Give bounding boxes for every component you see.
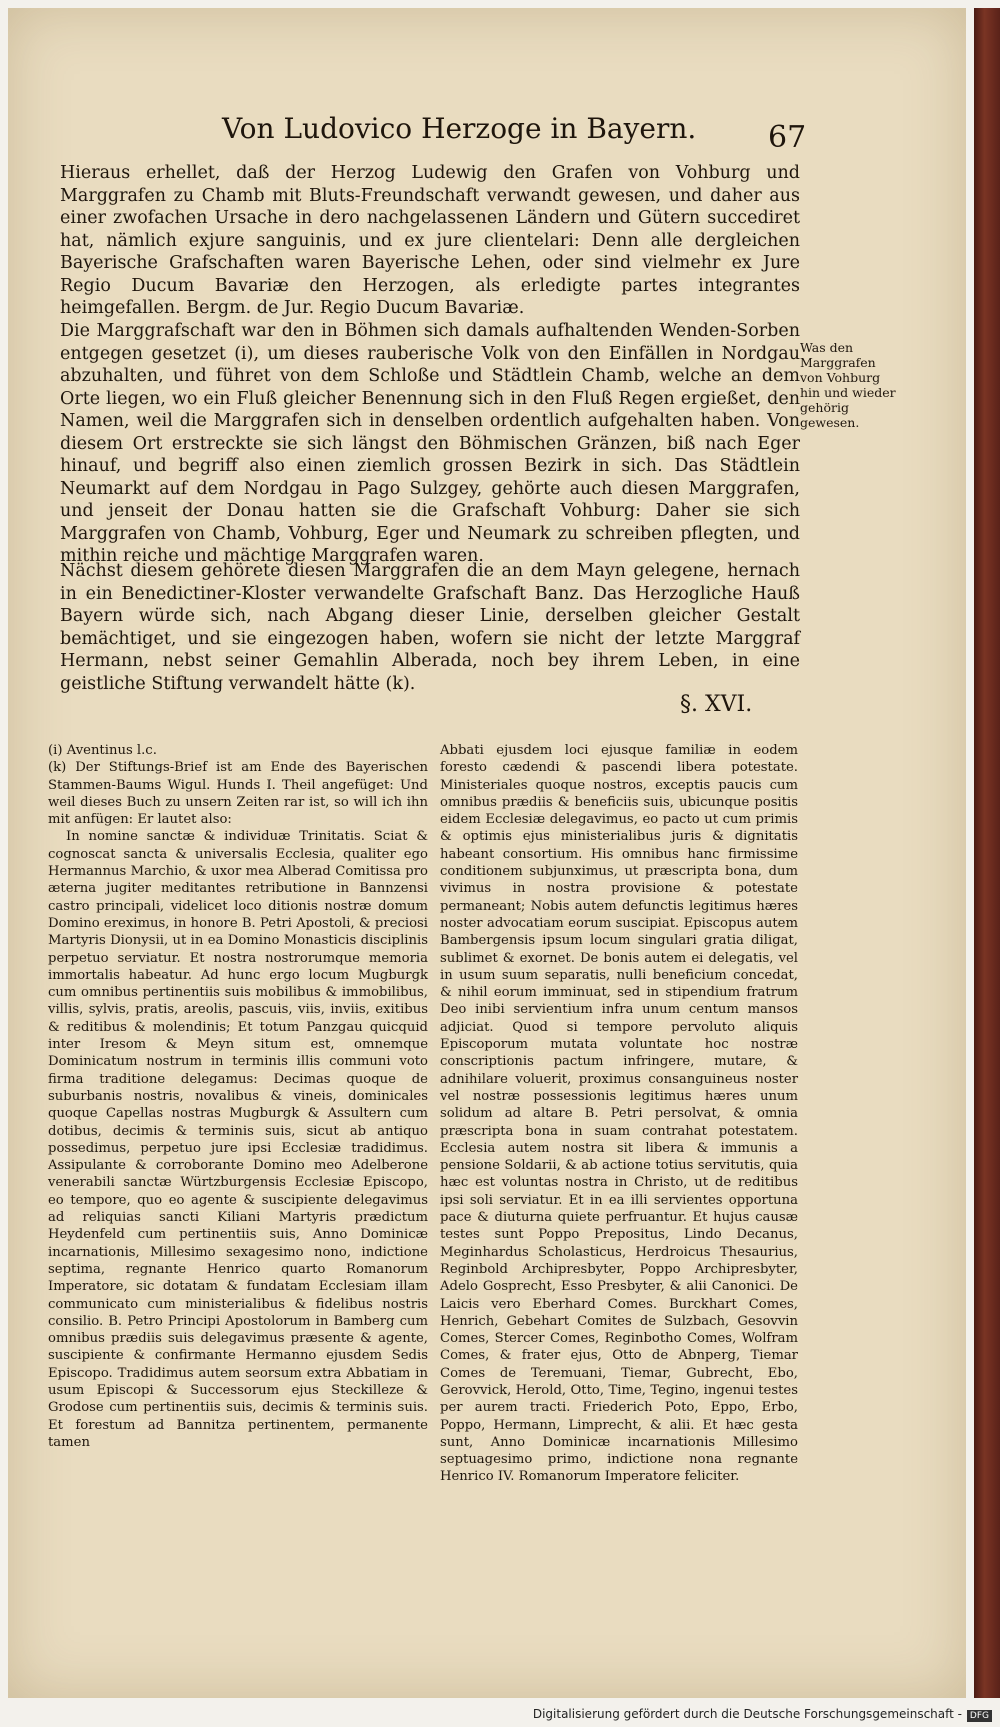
- paragraph-3: Nächst diesem gehörete diesen Marggrafen die an dem Mayn gelegene, hernach in ein Benedictiner-Kloster verwandelte Grafschaft Banz. Das Herzogliche Hauß Bayern würde sich, nach Abgang dieser Linie, derselben gleicher Gestalt bemächtiget, und sie eingezogen haben, wofern sie nicht der letzte Marggraf Hermann, nebst seiner Gemahlin Alberada, noch bey ihrem Leben, in eine geistliche Stiftung verwandelt hätte (k).: [60, 561, 800, 694]
- running-header: Von Ludovico Herzoge in Bayern.: [222, 112, 697, 145]
- charter-text-left: In nomine sanctæ & individuæ Trinitatis. Sciat & cognoscat sancta & universalis Ecclesia, qualiter ego Hermannus Marchio, & uxor mea Alberad Comitissa pro æterna jugiter meditantes retributione in Bannzensi castro principali, videlicet loco ditionis nostræ domum Domino ereximus, in honore B. Petri Apostoli, & preciosi Martyris Dionysii, ut in ea Domino Monasticis disciplinis perpetuo serviatur. Et nostra nostrorumque memoria immortalis habeatur. Ad hunc ergo locum Mugburgk cum omnibus pertinentiis suis mobilibus & immobilibus, villis, sylvis, pratis, areolis, pascuis, viis, inviis, exitibus & reditibus & molendinis; Et totum Panzgau quicquid inter Iresom & Meyn situm est, omnemque Dominicatum nostrum in terminis illis communi voto firma traditione delegamus: Decimas quoque de suburbanis nostris, novalibus & vineis, dominicales quoque Capellas nostras Mugburgk & Assultern cum dotibus, decimis & terminis suis, sicut ab antiquo possedimus, perpetuo jure ipsi Ecclesiæ tradidimus. Assipulante & corroborante Domino meo Adelberone venerabili sanctæ Würtzburgensis Ecclesiæ Episcopo, eo tempore, quo eo agente & suscipiente delegavimus ad reliquias sancti Kiliani Martyris prædictum Heydenfeld cum pertinentiis suis, Anno Dominicæ incarnationis, Millesimo sexagesimo nono, indictione septima, regnante Henrico quarto Romanorum Imperatore, sic dotatam & fundatam Ecclesiam illam communicato cum ministerialibus & fidelibus nostris consilio. B. Petro Principi Apostolorum in Bamberg cum omnibus prædiis suis delegavimus præsente & agente, suscipiente & confirmante Hermanno ejusdem Sedis Episcopo. Tradidimus autem seorsum extra Abbatiam in usum Episcopi & Successorum ejus Steckilleze & Grodose cum pertinentiis suis, decimis & terminis suis. Et forestum ad Bannitza pertinentem, permanente tamen: [48, 829, 428, 1450]
- paragraph-2: Die Marggrafschaft war den in Böhmen sich damals aufhaltenden Wenden-Sorben entgegen gesetzet (i), um dieses rauberische Volk von den Einfällen in Nordgau abzuhalten, und führet von dem Schloße und Städtlein Chamb, welche an dem Orte liegen, wo ein Fluß gleicher Benennung sich in den Fluß Regen ergießet, den Namen, weil die Marggrafen sich in denselben ordentlich aufgehalten haben. Von diesem Ort erstreckte sie sich längst den Böhmischen Gränzen, biß nach Eger hinauf, und begriff also einen ziemlich grossen Bezirk in sich. Das Städtlein Neumarkt auf dem Nordgau in Pago Sulzgey, gehörte auch diesen Marggrafen, und jenseit der Donau hatten sie die Grafschaft Vohburg: Daher sie sich Marggrafen von Chamb, Vohburg, Eger und Neumark zu schreiben pflegten, und mithin reiche und mächtige Marggrafen waren.: [60, 321, 800, 566]
- footnote-column-left: [48, 742, 428, 1451]
- page-number: 67: [768, 120, 807, 155]
- dfg-badge: DFG: [967, 1710, 992, 1722]
- charter-text-right: Abbati ejusdem loci ejusque familiæ in eodem foresto cædendi & pascendi libera potestate. Ministeriales quoque nostros, exceptis paucis cum omnibus prædiis & beneficiis suis, ubicunque positis eidem Ecclesiæ delegavimus, eo pacto ut cum primis & optimis ejus ministerialibus juris & dignitatis habeant consortium. His omnibus hanc firmissime conditionem subjunximus, ut præscripta bona, dum vivimus in nostra provisione & potestate permaneant; Nobis autem defunctis legitimus hæres noster advocatiam eorum suscipiat. Episcopus autem Bambergensis ipsum locum singulari gratia diligat, sublimet & exornet. De bonis autem ei delegatis, vel in usum suum separatis, nulli beneficium concedat, & nihil eorum imminuat, sed in stipendium fratrum Deo inibi servientium infra unum centum mansos adjiciat. Quod si tempore pervoluto aliquis Episcoporum mutata voluntate hoc nostræ conscriptionis pactum infringere, mutare, & adnihilare voluerit, proximus consanguineus noster vel nostræ possessionis legitimus hæres unum solidum ad altare B. Petri persolvat, & omnia præscripta bona in suam contrahat potestatem. Ecclesia autem nostra sit libera & immunis a pensione Soldarii, & ab actione totius servitutis, quia hæc est voluntas nostra in Christo, ut de reditibus ipsi soli serviatur. Et in ea illi servientes opportuna pace & diuturna quiete perfruantur. Et hujus causæ testes sunt Poppo Prepositus, Lindo Decanus, Meginhardus Scholasticus, Herdroicus Thesaurius, Reginbold Archipresbyter, Poppo Archipresbyter, Adelo Gosprecht, Esso Presbyter, & alii Canonici. De Laicis vero Eberhard Comes. Burckhart Comes, Henrich, Gebehart Comites de Sulzbach, Gesovvin Comes, Stercer Comes, Reginbotho Comes, Wolfram Comes, & frater ejus, Otto de Abnperg, Tiemar Comes de Teremuani, Tiemar, Gubrecht, Ebo, Gerovvick, Herold, Otto, Time, Tegino, ingenui testes per aurem tracti. Friederich Poto, Eppo, Erbo, Poppo, Hermann, Limprecht, & alii. Et hæc gesta sunt, Anno Dominicæ incarnationis Millesimo septuagesimo primo, indictione nona regnante Henrico IV. Romanorum Imperatore feliciter.: [440, 743, 798, 1485]
- footnote-i: (i) Aventinus l.c.: [48, 743, 157, 758]
- footnote-k: (k) Der Stiftungs-Brief ist am Ende des Bayerischen Stammen-Baums Wigul. Hunds I. Theil angefüget: Und weil dieses Buch zu unsern Zeiten rar ist, so will ich ihn mit anfügen: Er lautet also:: [48, 760, 428, 828]
- section-mark: §. XVI.: [680, 692, 753, 717]
- paragraph-1: Hieraus erhellet, daß der Herzog Ludewig den Grafen von Vohburg und Marggrafen zu Chamb mit Bluts-Freundschaft verwandt gewesen, und daher aus einer zwofachen Ursache in dero nachgelassenen Ländern und Gütern succediret hat, nämlich exjure sanguinis, und ex jure clientelari: Denn alle dergleichen Bayerische Grafschaften waren Bayerische Lehen, oder sind vielmehr ex Jure Regio Ducum Bavariæ den Herzogen, als erledigte partes integrantes heimgefallen. Bergm. de Jur. Regio Ducum Bavariæ.: [60, 163, 800, 318]
- margin-note: Was den Marggrafen von Vohburg hin und wieder gehörig gewesen.: [800, 340, 896, 430]
- digitization-credit: Digitalisierung gefördert durch die Deutsche Forschungsgemeinschaft -: [532, 1707, 962, 1721]
- book-edge: [974, 8, 1000, 1698]
- footnote-column-right: [440, 742, 798, 1486]
